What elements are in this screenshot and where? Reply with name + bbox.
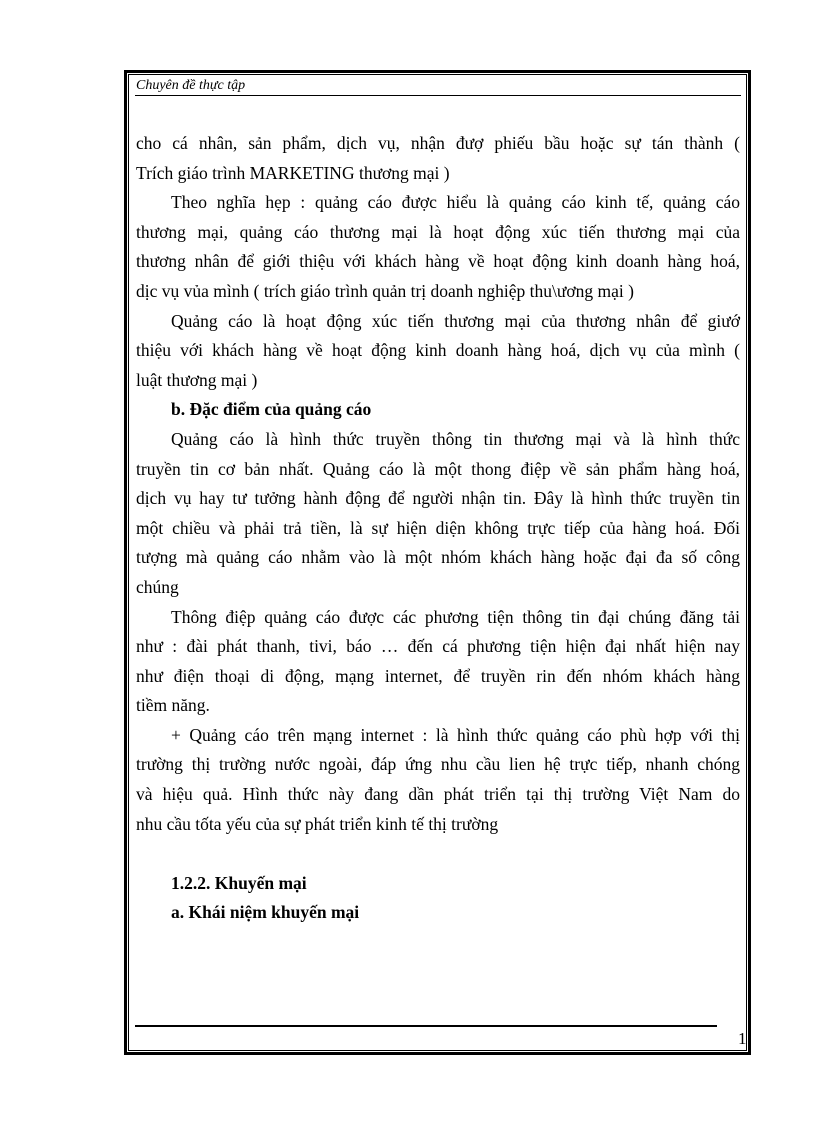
text-line: thương nhân để giới thiệu với khách hàng về hoạt động kinh doanh hàng hoá, bbox=[136, 251, 740, 272]
header-title: Chuyên đề thực tập bbox=[136, 78, 246, 93]
paragraph bbox=[136, 425, 740, 603]
paragraph bbox=[136, 307, 740, 396]
text-line: trường thị trường nước ngoài, đáp ứng nhu cầu lien hệ trực tiếp, nhanh chóng bbox=[136, 754, 740, 775]
paragraph bbox=[136, 129, 740, 188]
text-line: như : đài phát thanh, tivi, báo … đến cá phương tiện hiện đại nhất hiện nay bbox=[136, 636, 740, 657]
text-line: Quảng cáo là hình thức truyền thông tin thương mại và là hình thức bbox=[171, 428, 740, 449]
paragraph bbox=[136, 721, 740, 839]
text-line: tượng mà quảng cáo nhằm vào là một nhóm khách hàng hoặc đại đa số công bbox=[136, 547, 740, 568]
paragraph bbox=[136, 603, 740, 721]
text-line: chúng bbox=[136, 576, 179, 597]
text-line: luật thương mại ) bbox=[136, 369, 258, 390]
text-line: Trích giáo trình MARKETING thương mại ) bbox=[136, 162, 450, 183]
text-line: Thông điệp quảng cáo được các phương tiện thông tin đại chúng đăng tải bbox=[171, 606, 740, 627]
paragraph bbox=[136, 188, 740, 306]
text-line: Theo nghĩa hẹp : quảng cáo được hiểu là quảng cáo kinh tế, quảng cáo bbox=[171, 192, 740, 213]
text-line: cho cá nhân, sản phẩm, dịch vụ, nhận đượ phiếu bầu hoặc sự tán thành ( bbox=[136, 133, 740, 153]
text-line: truyền tin cơ bản nhất. Quảng cáo là một thong điệp về sản phẩm hàng hoá, bbox=[136, 458, 740, 479]
text-line: + Quảng cáo trên mạng internet : là hình thức quảng cáo phù hợp với thị bbox=[171, 724, 740, 745]
text-line: Quảng cáo là hoạt động xúc tiến thương mại của thương nhân để giướ bbox=[171, 310, 740, 331]
heading-text: b. Đặc điểm của quảng cáo bbox=[171, 399, 372, 420]
text-line: một chiều và phải trả tiền, là sự hiện diện không trực tiếp của hàng hoá. Đối bbox=[136, 517, 740, 538]
text-line: dịc vụ vủa mình ( trích giáo trình quản trị doanh nghiệp thu\ương mại ) bbox=[136, 280, 634, 301]
subsection-heading bbox=[136, 898, 740, 928]
text-line: thiệu với khách hàng về hoạt động kinh doanh hàng hoá, dịch vụ của mình ( bbox=[136, 340, 740, 361]
text-line: như điện thoại di động, mạng internet, để truyền rin đến nhóm khách hàng bbox=[136, 665, 740, 686]
text-line: dịch vụ hay tư tưởng hành động để người nhận tin. Đây là hình thức truyền tin bbox=[136, 488, 740, 509]
header-rule bbox=[135, 95, 741, 96]
text-line: và hiệu quả. Hình thức này đang dần phát triển tại thị trường Việt Nam do bbox=[136, 784, 740, 805]
text-line: tiềm năng. bbox=[136, 695, 210, 716]
blank-line bbox=[136, 839, 740, 869]
footer-rule bbox=[135, 1025, 717, 1027]
heading-text: 1.2.2. Khuyến mại bbox=[171, 872, 307, 893]
text-line: thương mại, quảng cáo thương mại là hoạt động xúc tiến thương mại của bbox=[136, 221, 740, 242]
heading-text: a. Khái niệm khuyến mại bbox=[171, 902, 360, 923]
section-heading bbox=[136, 869, 740, 899]
document-body bbox=[136, 129, 740, 928]
page-number: 1 bbox=[738, 1029, 747, 1048]
text-line: nhu cầu tốta yếu của sự phát triển kinh tế thị trường bbox=[136, 813, 499, 834]
section-heading bbox=[136, 395, 740, 425]
